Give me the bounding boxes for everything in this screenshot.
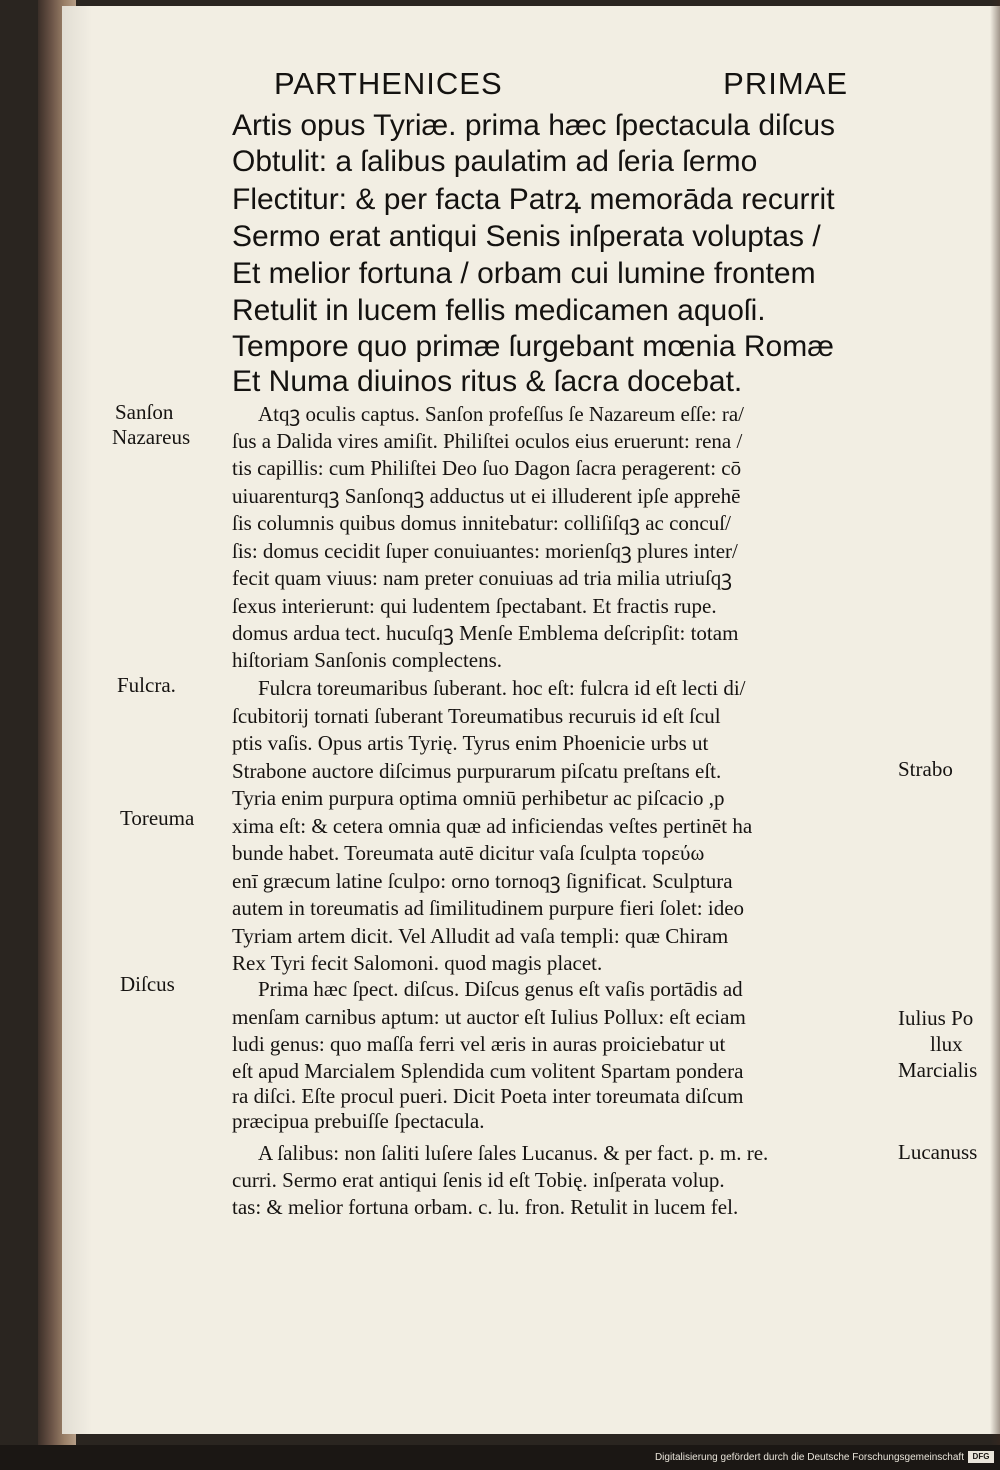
- poem-line: Artis opus Tyriæ. prima hæc ſpectacula diſcus: [232, 109, 836, 142]
- margin-note-pollux-continued: llux: [930, 1032, 963, 1056]
- book-edge-right: [990, 0, 1000, 1445]
- commentary-line: Strabone auctore diſcimus purpurarum piſcatu preſtans eſt.: [232, 759, 722, 783]
- dfg-logo: DFG: [968, 1451, 994, 1463]
- commentary-line: ſis columnis quibus domus innitebatur: colliſiſqꝫ ac concuſ/: [232, 511, 731, 535]
- commentary-line: Tyriam artem dicit. Vel Alludit ad vaſa templi: quæ Chiram: [232, 924, 729, 948]
- commentary-line: domus ardua tect. hucuſqꝫ Menſe Emblema deſcripſit: totam: [232, 621, 739, 645]
- commentary-line: ra diſci. Eſte procul pueri. Dicit Poeta inter toreumata diſcum: [232, 1084, 744, 1108]
- footer-credit: Digitalisierung gefördert durch die Deutsche Forschungsgemeinschaft: [654, 1452, 964, 1463]
- commentary-line: præcipua prebuiſſe ſpectacula.: [232, 1109, 485, 1133]
- commentary-line: Prima hæc ſpect. diſcus. Diſcus genus eſt vaſis portādis ad: [258, 977, 743, 1001]
- commentary-line: enī græcum latine ſculpo: orno tornoqꝫ ſignificat. Sculptura: [232, 869, 733, 893]
- commentary-line: ptis vaſis. Opus artis Tyrię. Tyrus enim Phoenicie urbs ut: [232, 731, 709, 755]
- commentary-line: uiuarenturqꝫ Sanſonqꝫ adductus ut ei illuderent ipſe apprehē: [232, 484, 741, 508]
- commentary-line: ſcubitorij tornati ſuberant Toreumatibus recuruis id eſt ſcul: [232, 704, 721, 728]
- poem-line: Sermo erat antiqui Senis inſperata voluptas /: [232, 220, 821, 253]
- poem-line: Flectitur: & per facta Patrꝝ memorāda recurrit: [232, 183, 835, 216]
- poem-line: Obtulit: a ſalibus paulatim ad ſeria ſermo: [232, 145, 758, 178]
- poem-line: Tempore quo primæ ſurgebant mœnia Romæ: [232, 330, 834, 363]
- margin-note-toreuma: Toreuma: [120, 806, 195, 830]
- margin-note-marcialis: Marcialis: [898, 1058, 978, 1082]
- commentary-line: curri. Sermo erat antiqui ſenis id eſt Tobię. inſperata volup.: [232, 1168, 725, 1192]
- commentary-line: autem in toreumatis ad ſimilitudinem purpure fieri ſolet: ideo: [232, 896, 745, 920]
- commentary-line: ſus a Dalida vires amiſit. Philiſtei oculos eius eruerunt: rena /: [232, 429, 743, 453]
- commentary-line: ſis: domus cecidit ſuper conuiuantes: morienſqꝫ plures inter/: [232, 539, 738, 563]
- margin-note-fulcra: Fulcra.: [117, 673, 176, 697]
- margin-note-iulius-pollux: Iulius Po: [898, 1006, 974, 1030]
- poem-line: Et Numa diuinos ritus & ſacra docebat.: [232, 365, 743, 398]
- poem-line: Et melior fortuna / orbam cui lumine frontem: [232, 257, 816, 290]
- commentary-line: eſt apud Marcialem Splendida cum volitent Spartam pondera: [232, 1059, 744, 1083]
- digitization-footer: [0, 1445, 1000, 1470]
- commentary-line: xima eſt: & cetera omnia quæ ad inficiendas veſtes pertinēt ha: [232, 814, 753, 838]
- commentary-line: Atqꝫ oculis captus. Sanſon profeſſus ſe Nazareum eſſe: ra/: [258, 402, 744, 426]
- header-left: PARTHENICES: [274, 66, 503, 101]
- commentary-line: Fulcra toreumaribus ſuberant. hoc eſt: fulcra id eſt lecti di/: [258, 676, 746, 700]
- header-right: PRIMAE: [723, 66, 848, 101]
- poem-line: Retulit in lucem fellis medicamen aquoſi.: [232, 294, 766, 327]
- margin-note-sanson: Sanſon: [115, 400, 174, 424]
- commentary-line: A ſalibus: non ſaliti luſere ſales Lucanus. & per fact. p. m. re.: [258, 1141, 769, 1165]
- margin-note-lucanus: Lucanuss: [898, 1140, 978, 1164]
- commentary-line: menſam carnibus aptum: ut auctor eſt Iulius Pollux: eſt eciam: [232, 1005, 746, 1029]
- commentary-line: bunde habet. Toreumata autē dicitur vaſa ſculpta τορεύω: [232, 841, 705, 865]
- commentary-line: ludi genus: quo maſſa ferri vel æris in auras proiciebatur ut: [232, 1032, 726, 1056]
- commentary-line: tis capillis: cum Philiſtei Deo ſuo Dagon ſacra peragerent: cō: [232, 456, 742, 480]
- commentary-line: Rex Tyri fecit Salomoni. quod magis placet.: [232, 951, 603, 975]
- margin-note-strabo: Strabo: [898, 757, 953, 781]
- margin-note-nazareus: Nazareus: [112, 425, 191, 449]
- commentary-line: hiſtoriam Sanſonis complectens.: [232, 648, 503, 672]
- commentary-line: ſexus interierunt: qui ludentem ſpectabant. Et fractis rupe.: [232, 594, 717, 618]
- margin-note-discus: Diſcus: [120, 972, 175, 996]
- running-header: [210, 66, 860, 106]
- commentary-line: fecit quam viuus: nam preter conuiuas ad tria milia utriuſqꝫ: [232, 566, 733, 590]
- commentary-line: tas: & melior fortuna orbam. c. lu. fron. Retulit in lucem fel.: [232, 1195, 739, 1219]
- commentary-line: Tyria enim purpura optima omniū perhibetur ac piſcacio ,p: [232, 786, 725, 810]
